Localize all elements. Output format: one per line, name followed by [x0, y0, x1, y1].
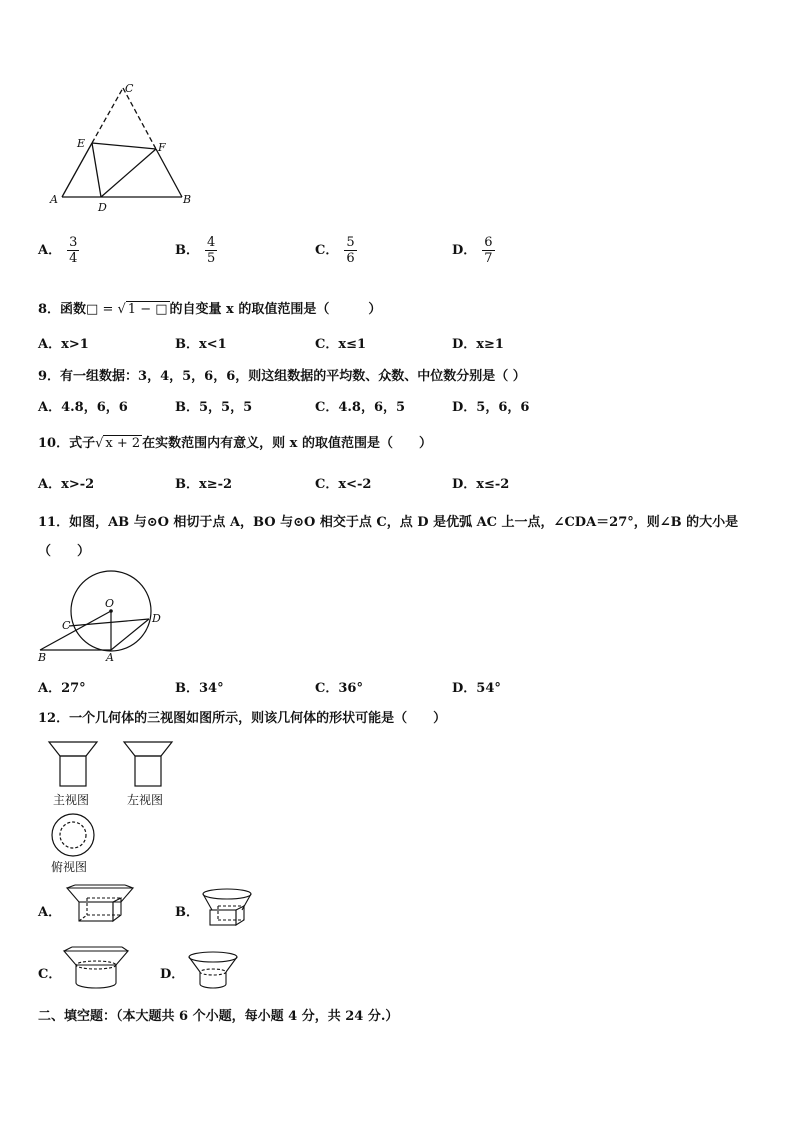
label-B2: B	[38, 651, 47, 664]
front-view-figure	[48, 740, 100, 790]
q12-option-c[interactable]: C．	[38, 967, 62, 982]
q7-option-a[interactable]: A． $\frac{3}{4}$	[38, 235, 78, 266]
label-D2: D	[152, 612, 161, 625]
q12-option-a[interactable]: A．	[38, 905, 62, 920]
triangle-figure	[45, 80, 205, 215]
q11-stem: 11．如图，AB 与⊙O 相切于点 A，BO 与⊙O 相交于点 C，点 D 是优弧 AC 上一点，∠CDA＝27°，则∠B 的大小是	[38, 515, 739, 530]
q9-stem: 9．有一组数据：3，4，5，6，6，则这组数据的平均数、众数、中位数分别是（ ）	[38, 369, 526, 384]
q11-option-d[interactable]: D．54°	[452, 681, 501, 696]
q8-option-a[interactable]: A．x>1	[38, 337, 89, 352]
top-view-figure	[50, 813, 98, 861]
label-F: F	[158, 141, 166, 154]
q12-option-b[interactable]: B．	[175, 905, 199, 920]
q12-option-d[interactable]: D．	[160, 967, 185, 982]
label-C2: C	[62, 619, 71, 632]
label-O: O	[105, 597, 115, 610]
q11-option-b[interactable]: B．34°	[175, 681, 224, 696]
q9-option-c[interactable]: C．4.8，6，5	[315, 400, 406, 415]
q9-option-b[interactable]: B．5，5，5	[175, 400, 253, 415]
circle-tangent-figure	[38, 565, 168, 670]
q9-option-a[interactable]: A．4.8，6，6	[38, 400, 128, 415]
q8-option-c[interactable]: C．x≤1	[315, 337, 367, 352]
q7-option-b[interactable]: B． $\frac{4}{5}$	[175, 235, 216, 266]
label-D: D	[98, 201, 107, 214]
q8-option-b[interactable]: B．x<1	[175, 337, 227, 352]
label-C: C	[125, 82, 134, 95]
left-view-figure	[123, 740, 175, 790]
q8-option-d[interactable]: D．x≥1	[452, 337, 504, 352]
q7-option-d[interactable]: D． $\frac{6}{7}$	[452, 235, 493, 266]
label-B: B	[183, 193, 192, 206]
q10-option-d[interactable]: D．x≤-2	[452, 477, 510, 492]
label-E: E	[77, 137, 86, 150]
option-b-solid[interactable]	[200, 888, 256, 930]
q10-stem: 10．式子√ x + 2 在实数范围内有意义，则 x 的取值范围是（ ）	[38, 436, 432, 451]
q10-option-c[interactable]: C．x<-2	[315, 477, 372, 492]
q12-stem: 12．一个几何体的三视图如图所示，则该几何体的形状可能是（ ）	[38, 711, 447, 726]
label-A2: A	[106, 651, 114, 664]
option-a-solid[interactable]	[65, 884, 137, 926]
q10-option-a[interactable]: A．x>-2	[38, 477, 95, 492]
top-view-caption: 俯视图	[51, 860, 88, 874]
label-A: A	[50, 193, 58, 206]
q8-stem: 8．函数□ = √ 1 − □ 的自变量 x 的取值范围是（ ）	[38, 302, 382, 317]
q7-option-c[interactable]: C． $\frac{5}{6}$	[315, 235, 355, 266]
option-c-solid[interactable]	[62, 945, 134, 991]
q10-option-b[interactable]: B．x≥-2	[175, 477, 233, 492]
q9-option-d[interactable]: D．5，6，6	[452, 400, 530, 415]
q11-option-a[interactable]: A．27°	[38, 681, 86, 696]
option-d-solid[interactable]	[186, 950, 242, 992]
front-view-caption: 主视图	[53, 793, 90, 807]
section-2-title: 二、填空题：（本大题共 6 个小题，每小题 4 分，共 24 分.）	[38, 1009, 399, 1024]
q11-option-c[interactable]: C．36°	[315, 681, 363, 696]
left-view-caption: 左视图	[127, 793, 164, 807]
q11-stem-cont: （ ）	[38, 544, 91, 559]
